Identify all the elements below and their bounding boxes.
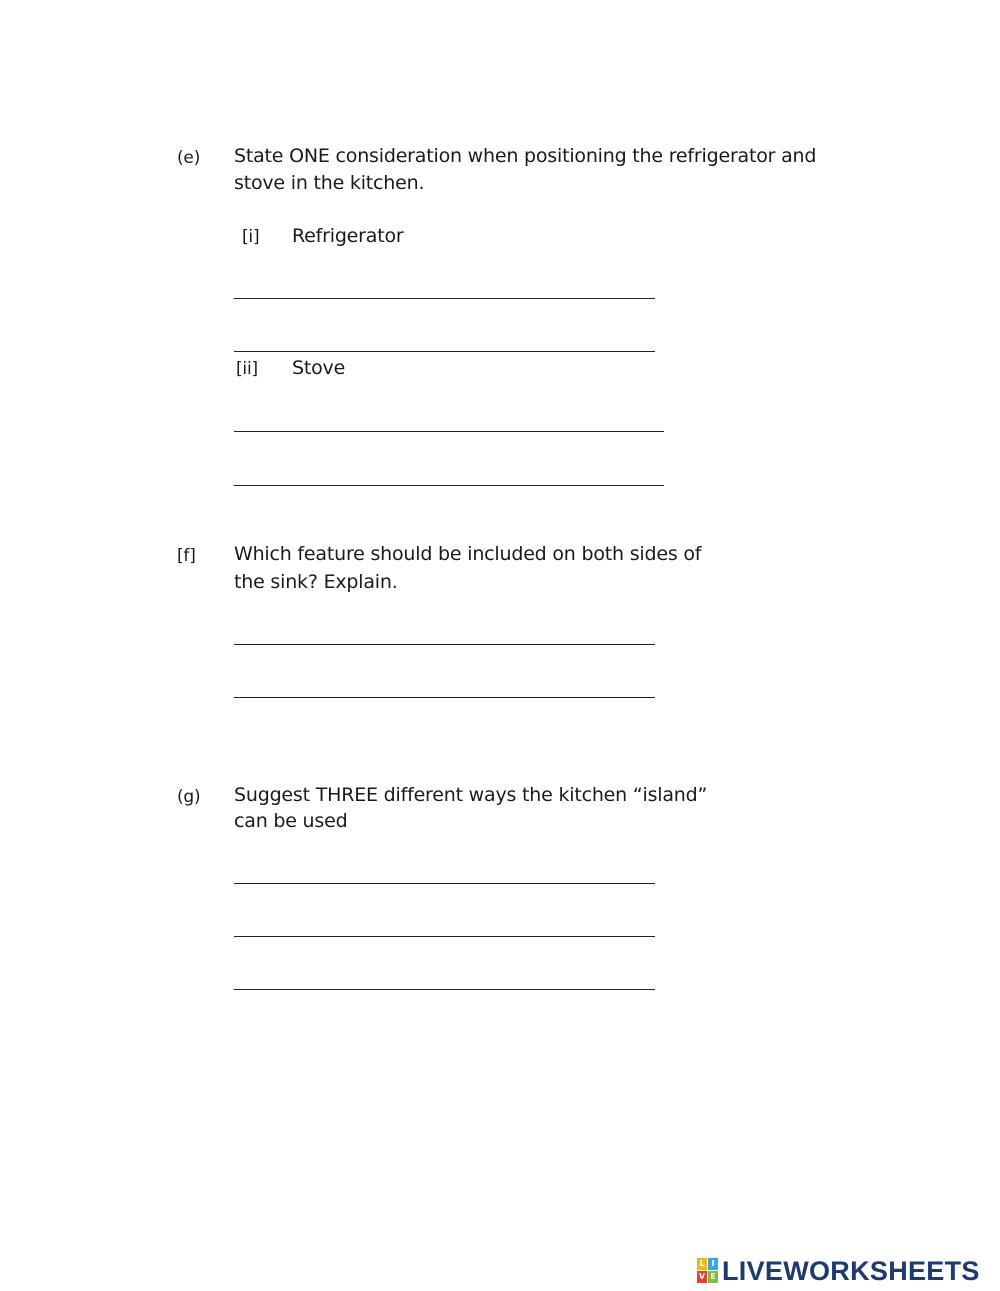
- question-f-label: [f]: [177, 546, 196, 566]
- logo-block-i: I: [708, 1258, 718, 1270]
- live-blocks-icon: [697, 1258, 719, 1284]
- liveworksheets-logo: [697, 1256, 980, 1286]
- logo-block-v: V: [698, 1272, 706, 1281]
- answer-line-g-2[interactable]: [234, 936, 655, 937]
- answer-line-e-i-2[interactable]: [234, 351, 655, 352]
- logo-block-e: E: [708, 1271, 718, 1283]
- logo-block-l: L: [697, 1258, 707, 1270]
- subquestion-i-label: [i]: [242, 227, 260, 247]
- question-g-label: (g): [177, 787, 201, 807]
- answer-line-f-2[interactable]: [234, 697, 655, 698]
- question-e-text-line1: State ONE consideration when positioning the refrigerator and: [234, 145, 817, 167]
- question-g-text-line2: can be used: [234, 810, 348, 832]
- question-g-text-line1: Suggest THREE different ways the kitchen “island”: [234, 784, 708, 806]
- answer-line-g-1[interactable]: [234, 883, 655, 884]
- subquestion-i-text: Refrigerator: [292, 225, 404, 247]
- question-f-text-line2: the sink? Explain.: [234, 571, 398, 593]
- subquestion-ii-label: [ii]: [236, 359, 258, 379]
- answer-line-e-ii-2[interactable]: [234, 485, 664, 486]
- logo-text: LIVEWORKSHEETS: [722, 1255, 980, 1286]
- answer-line-e-i-1[interactable]: [234, 298, 655, 299]
- question-f-text-line1: Which feature should be included on both sides of: [234, 543, 702, 565]
- answer-line-f-1[interactable]: [234, 644, 655, 645]
- answer-line-e-ii-1[interactable]: [234, 431, 664, 432]
- answer-line-g-3[interactable]: [234, 989, 655, 990]
- subquestion-ii-text: Stove: [292, 357, 346, 379]
- question-e-text-line2: stove in the kitchen.: [234, 172, 425, 194]
- question-e-label: (e): [177, 148, 201, 168]
